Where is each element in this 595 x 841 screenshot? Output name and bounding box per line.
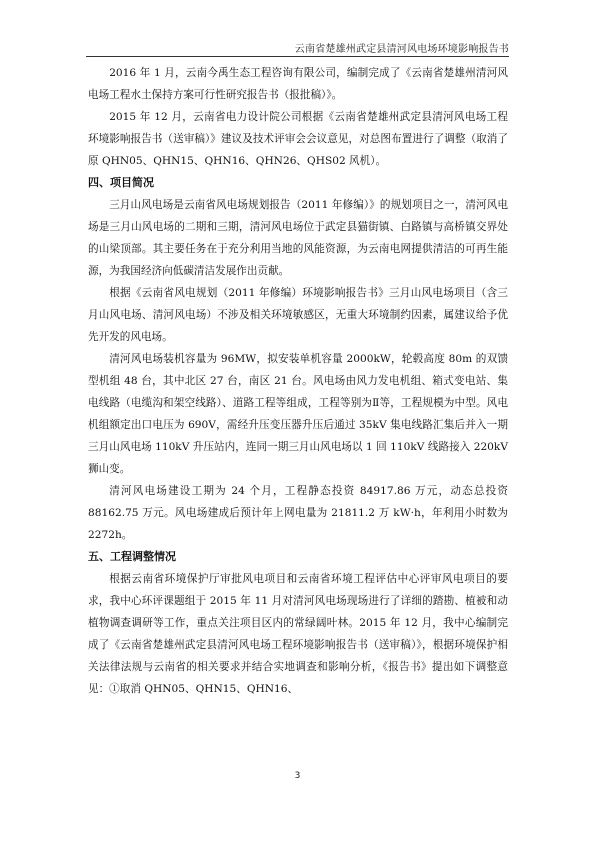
paragraph-planning-eia: 根据《云南省风电规划（2011 年修编）环境影响报告书》三月山风电场项目（含三月山风电场、清河风电场）不涉及相关环境敏感区，无重大环境制约因素，属建议给予优先开发的风电场。 xyxy=(88,287,508,343)
paragraph-soil-conservation: 2016 年 1 月，云南今禹生态工程咨询有限公司，编制完成了《云南省楚雄州清河风电场工程水土保持方案可行性研究报告书（报批稿）》。 xyxy=(88,67,508,101)
paragraph-project-location: 三月山风电场是云南省风电场规划报告（2011 年修编）》的规划项目之一，清河风电场是三月山风电场的二期和三期，清河风电场位于武定县猫街镇、白路镇与高桥镇交界处的山梁顶部。其主要任务在于充分利用当地的风能资源，为云南电网提供清洁的可再生能源，为我国经济向低碳清洁发展作出贡献。 xyxy=(88,199,508,277)
page-number: 3 xyxy=(294,771,301,781)
header-divider xyxy=(86,56,509,57)
section-heading-adjustments: 五、工程调整情况 xyxy=(88,550,176,563)
section-heading-project-overview: 四、项目简况 xyxy=(88,176,154,189)
running-header: 云南省楚雄州武定县清河风电场环境影响报告书 xyxy=(294,44,509,55)
paragraph-adjustment-details: 根据云南省环境保护厅审批风电项目和云南省环境工程评估中心评审风电项目的要求，我中心环评课题组于 2015 年 11 月对清河风电场现场进行了详细的踏勘、植被和动植物调查调研等工作，重点关注项目区内的常绿阔叶林。2015 年 12 月，我中心编制完成了《云南省楚雄州武定县清河风电场工程环境影响报告书（送审稿）》，根据环境保护相关法律法规与云南省的相关要求并结合实地调查和影响分析，《报告书》提出如下调整意见：①取消 QHN05、QHN15、QHN16、 xyxy=(88,573,508,695)
document-body xyxy=(88,62,508,700)
paragraph-layout-adjustment: 2015 年 12 月，云南省电力设计院公司根据《云南省楚雄州武定县清河风电场工程环境影响报告书（送审稿）》建议及技术评审会会议意见，对总图布置进行了调整（取消了原 QHN05、QHN15、QHN16、QHN26、QHS02 风机）。 xyxy=(88,111,508,167)
paragraph-investment: 清河风电场建设工期为 24 个月，工程静态投资 84917.86 万元，动态总投资 88162.75 万元。风电场建成后预计年上网电量为 21811.2 万 kW·h，年利用小时数为 2272h。 xyxy=(88,485,508,541)
paragraph-capacity: 清河风电场装机容量为 96MW，拟安装单机容量 2000kW，轮毂高度 80m 的双馈型机组 48 台，其中北区 27 台，南区 21 台。风电场由风力发电机组、箱式变电站、集电线路（电缆沟和架空线路）、道路工程等组成，工程等别为Ⅱ等，工程规模为中型。风电机组额定出口电压为 690V，需经升压变压器升压后通过 35kV 集电线路汇集后并入一期三月山风电场 110kV 升压站内，连同一期三月山风电场以 1 回 110kV 线路接入 220kV 狮山变。 xyxy=(88,353,508,475)
